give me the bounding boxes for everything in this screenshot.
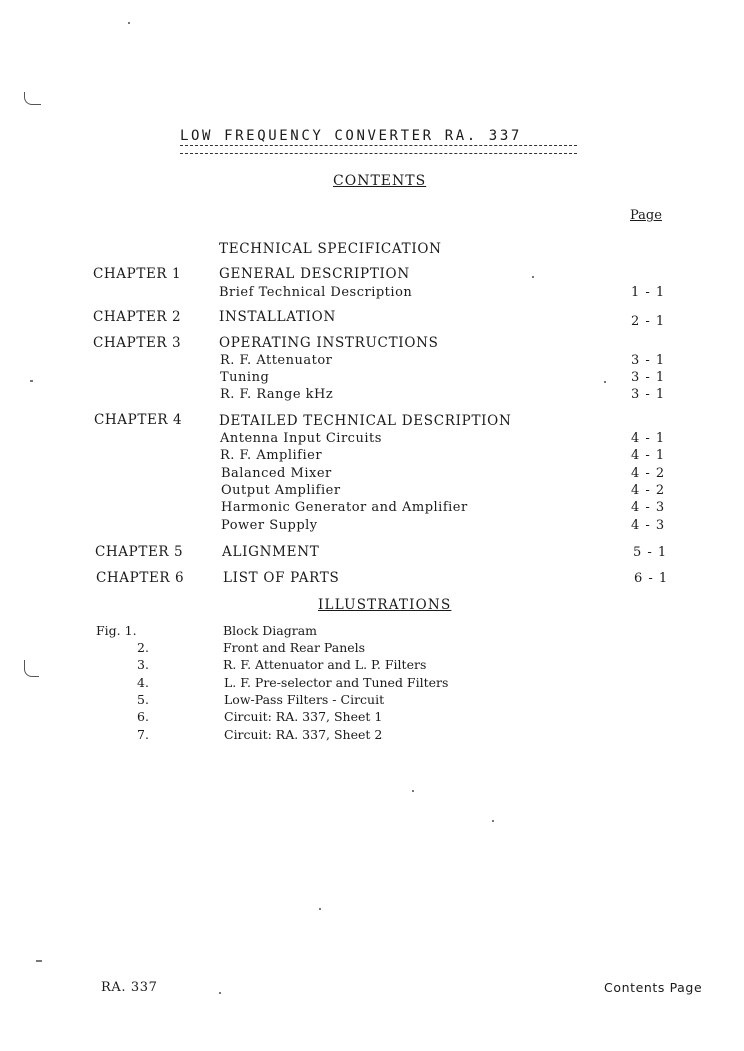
chapter-2-page: 2 - 1 — [631, 314, 666, 329]
technical-specification-heading: TECHNICAL SPECIFICATION — [219, 241, 442, 257]
scan-speck — [532, 276, 534, 278]
chapter-6-title: LIST OF PARTS — [223, 570, 340, 586]
chapter-6-label: CHAPTER 6 — [96, 570, 185, 586]
chapter-4-item-4: Output Amplifier — [221, 483, 341, 498]
chapter-6-page: 6 - 1 — [634, 571, 669, 586]
scan-speck — [319, 908, 321, 910]
chapter-5-title: ALIGNMENT — [222, 544, 320, 560]
chapter-2-label: CHAPTER 2 — [93, 309, 182, 325]
figure-5-number: 5. — [137, 692, 149, 707]
figure-6-title: Circuit: RA. 337, Sheet 1 — [224, 709, 383, 724]
figure-4-number: 4. — [137, 675, 149, 690]
contents-heading: CONTENTS — [333, 173, 427, 189]
chapter-1-item-1-page: 1 - 1 — [631, 285, 666, 300]
illustrations-heading: ILLUSTRATIONS — [318, 597, 452, 613]
figure-2-number: 2. — [137, 640, 149, 655]
chapter-4-item-5-page: 4 - 3 — [631, 500, 666, 515]
figure-4-title: L. F. Pre-selector and Tuned Filters — [224, 675, 449, 690]
chapter-1-title: GENERAL DESCRIPTION — [219, 266, 410, 282]
chapter-1-label: CHAPTER 1 — [93, 266, 182, 282]
scan-speck — [30, 380, 33, 382]
title-double-underline — [180, 145, 577, 154]
figure-7-title: Circuit: RA. 337, Sheet 2 — [224, 727, 383, 742]
chapter-3-item-2: Tuning — [220, 370, 270, 385]
scan-speck — [604, 381, 606, 383]
scan-speck — [219, 992, 221, 994]
chapter-3-item-2-page: 3 - 1 — [631, 370, 666, 385]
scan-speck — [128, 22, 130, 24]
chapter-5-page: 5 - 1 — [633, 545, 668, 560]
chapter-4-item-3: Balanced Mixer — [221, 466, 332, 481]
scan-mark — [24, 660, 39, 677]
scan-mark — [24, 92, 41, 105]
chapter-4-item-1-page: 4 - 1 — [631, 431, 666, 446]
chapter-4-label: CHAPTER 4 — [94, 412, 183, 428]
chapter-4-item-2-page: 4 - 1 — [631, 448, 666, 463]
chapter-3-item-1: R. F. Attenuator — [220, 353, 333, 368]
chapter-3-item-1-page: 3 - 1 — [631, 353, 666, 368]
chapter-5-label: CHAPTER 5 — [95, 544, 184, 560]
page-column-heading: Page — [630, 208, 662, 223]
figure-3-title: R. F. Attenuator and L. P. Filters — [223, 657, 427, 672]
chapter-4-item-6-page: 4 - 3 — [631, 518, 666, 533]
chapter-4-title: DETAILED TECHNICAL DESCRIPTION — [219, 413, 512, 429]
footer-page-label: Contents Page — [604, 980, 703, 995]
figure-5-title: Low-Pass Filters - Circuit — [224, 692, 385, 707]
scan-speck — [412, 790, 414, 792]
document-title: LOW FREQUENCY CONVERTER RA. 337 — [180, 128, 522, 144]
figure-1-title: Block Diagram — [223, 623, 318, 638]
chapter-4-item-6: Power Supply — [221, 518, 318, 533]
chapter-3-label: CHAPTER 3 — [93, 335, 182, 351]
scan-speck — [492, 820, 494, 822]
chapter-4-item-4-page: 4 - 2 — [631, 483, 666, 498]
chapter-4-item-1: Antenna Input Circuits — [220, 431, 382, 446]
chapter-3-item-3-page: 3 - 1 — [631, 387, 666, 402]
chapter-4-item-5: Harmonic Generator and Amplifier — [221, 500, 468, 515]
figure-7-number: 7. — [137, 727, 149, 742]
scan-speck — [36, 960, 42, 962]
chapter-4-item-3-page: 4 - 2 — [631, 466, 666, 481]
chapter-3-title: OPERATING INSTRUCTIONS — [219, 335, 439, 351]
chapter-2-title: INSTALLATION — [219, 309, 336, 325]
figure-2-title: Front and Rear Panels — [223, 640, 366, 655]
figure-6-number: 6. — [137, 709, 149, 724]
chapter-1-item-1: Brief Technical Description — [219, 285, 413, 300]
chapter-3-item-3: R. F. Range kHz — [220, 387, 334, 402]
footer-document-id: RA. 337 — [101, 980, 158, 995]
chapter-4-item-2: R. F. Amplifier — [220, 448, 323, 463]
figure-3-number: 3. — [137, 657, 149, 672]
figure-1-number: Fig. 1. — [96, 623, 137, 638]
